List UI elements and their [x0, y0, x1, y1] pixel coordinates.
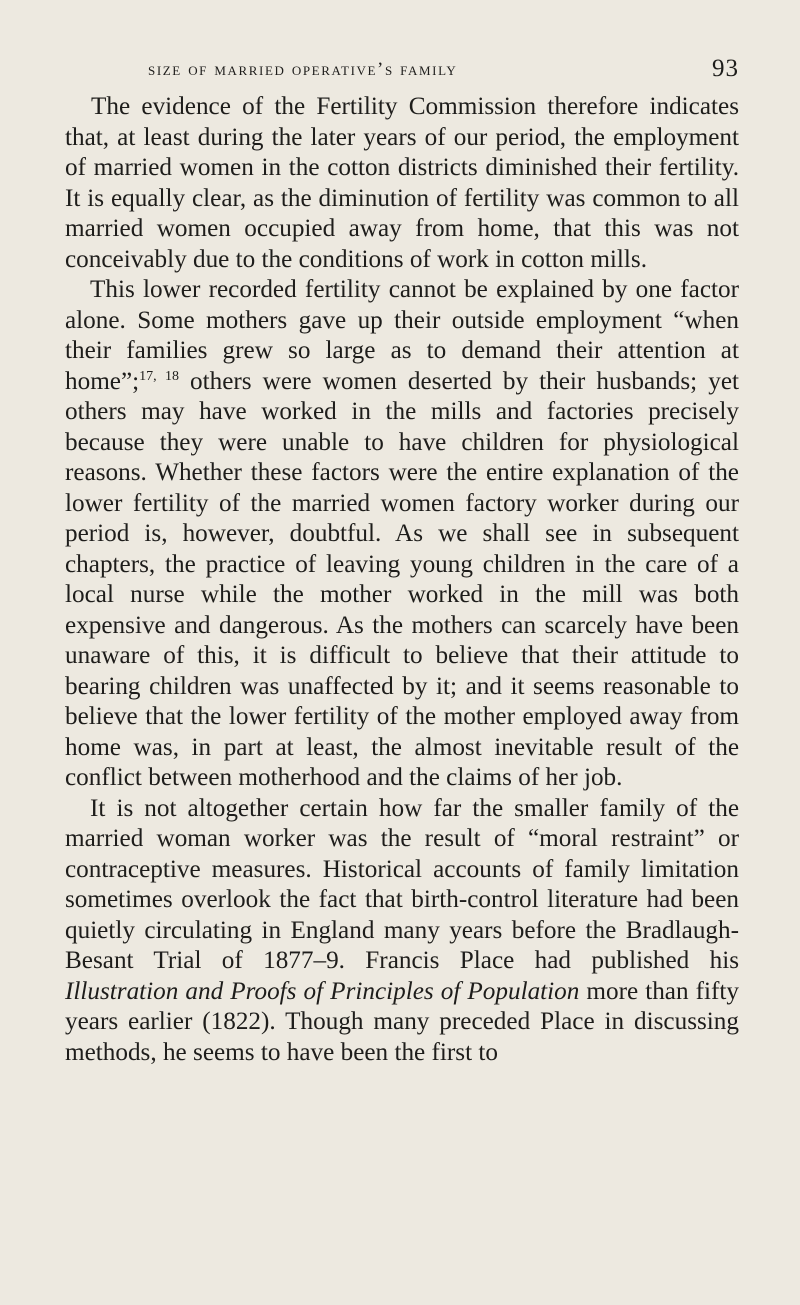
body-text	[65, 92, 739, 1068]
page-number: 93	[712, 55, 739, 82]
paragraph-3-text-start: It is not altogether certain how far the smaller family of the married woman worker was the result of “moral restraint” or contraceptive measures. Historical accounts of family limitation sometimes overlook the fact that birth-control literature had been quietly circulating in England many years before the Bradlaugh-Besant Trial of 1877–9. Francis Place had published his	[65, 794, 739, 974]
running-head	[65, 0, 739, 92]
footnote-ref-17: 17	[139, 368, 154, 384]
paragraph-2-text-start: This lower recorded fertility cannot be explained by one factor alone. Some mothers gave up their outside employment “when their families grew so large as to demand their attention at home”;	[65, 276, 739, 395]
paragraph-3-text-end: more than fifty years earlier (1822). Though many preceded Place in discussing methods, he seems to have been the first to	[65, 977, 739, 1066]
footnote-ref-18: 18	[164, 368, 179, 384]
book-title-italic: Illustration and Proofs of Principles of Population	[65, 977, 580, 1005]
paragraph-3	[65, 794, 739, 1069]
paragraph-1: The evidence of the Fertility Commission therefore indicates that, at least during the later years of our period, the employment of married women in the cotton districts diminished their fertility. It is equally clear, as the diminution of fertility was common to all married women occupied away from home, that this was not conceivably due to the conditions of work in cotton mills.	[65, 93, 739, 273]
page-content	[65, 0, 739, 1068]
paragraph-2	[65, 275, 739, 794]
footnote-ref-separator: ,	[153, 368, 165, 384]
running-title: size of married operative’s family	[148, 59, 458, 80]
paragraph-2-text-end: others were women deserted by their husbands; yet others may have worked in the mills and factories precisely because they were unable to have children for physiological reasons. Whether these factors were the entire explanation of the lower fertility of the married women factory worker during our period is, however, doubtful. As we shall see in subsequent chapters, the practice of leaving young children in the care of a local nurse while the mother worked in the mill was both expensive and dangerous. As the mothers can scarcely have been unaware of this, it is difficult to believe that their attitude to bearing children was unaffected by it; and it seems reasonable to believe that the lower fertility of the mother employed away from home was, in part at least, the almost inevitable result of the conflict between motherhood and the claims of her job.	[65, 367, 740, 791]
